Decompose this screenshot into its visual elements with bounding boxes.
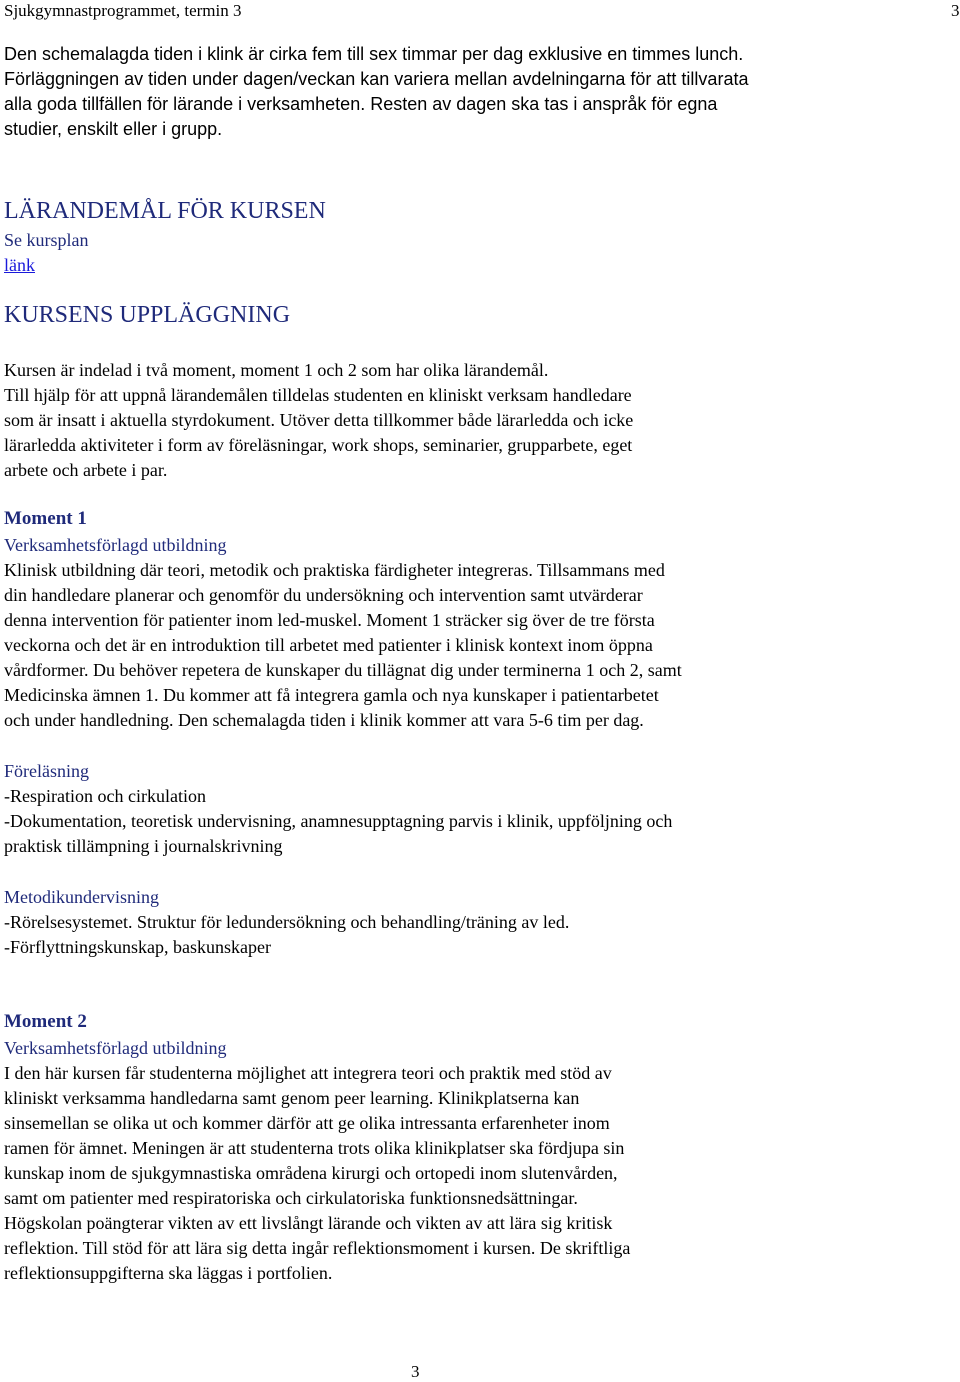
moment1-line: din handledare planerar och genomför du undersökning och intervention samt utvärderar [4, 585, 643, 605]
moment2-line: samt om patienter med respiratoriska och cirkulatoriska funktionsnedsättningar. [4, 1188, 578, 1208]
structure-line: som är insatt i aktuella styrdokument. Utöver detta tillkommer både lärarledda och icke [4, 410, 634, 430]
intro-line: Den schemalagda tiden i klink är cirka fem till sex timmar per dag exklusive en timmes lunch. [4, 44, 744, 64]
structure-line: Kursen är indelad i två moment, moment 1 och 2 som har olika lärandemål. [4, 360, 549, 380]
learning-goals-text: Se kursplan [4, 230, 89, 250]
moment1-line: vårdformer. Du behöver repetera de kunskaper du tillägnat dig under terminerna 1 och 2, samt [4, 660, 682, 680]
page-header-title: Sjukgymnastprogrammet, termin 3 [4, 1, 242, 20]
course-plan-link[interactable]: länk [4, 255, 35, 275]
course-structure-heading: KURSENS UPPLÄGGNING [4, 302, 291, 328]
method-heading: Metodikundervisning [4, 887, 159, 907]
moment2-line: kliniskt verksamma handledarna samt genom peer learning. Klinikplatserna kan [4, 1088, 580, 1108]
structure-line: Till hjälp för att uppnå lärandemålen tilldelas studenten en kliniskt verksam handledare [4, 385, 632, 405]
moment1-heading: Moment 1 [4, 508, 87, 529]
lecture-line: -Dokumentation, teoretisk undervisning, anamnesupptagning parvis i klinik, uppföljning och [4, 811, 673, 831]
method-line: -Förflyttningskunskap, baskunskaper [4, 937, 271, 957]
intro-line: studier, enskilt eller i grupp. [4, 119, 223, 139]
moment2-line: reflektionsuppgifterna ska läggas i portfolien. [4, 1263, 333, 1283]
learning-goals-heading: LÄRANDEMÅL FÖR KURSEN [4, 198, 326, 224]
moment2-line: ramen för ämnet. Meningen är att studenterna trots olika klinikplatser ska fördjupa sin [4, 1138, 625, 1158]
intro-line: alla goda tillfällen för lärande i verksamheten. Resten av dagen ska tas i anspråk för egna [4, 94, 718, 114]
lecture-line: praktisk tillämpning i journalskrivning [4, 836, 283, 856]
method-line: -Rörelsesystemet. Struktur för ledundersökning och behandling/träning av led. [4, 912, 570, 932]
moment2-line: kunskap inom de sjukgymnastiska områdena kirurgi och ortopedi inom slutenvården, [4, 1163, 618, 1183]
page-header-number: 3 [951, 1, 960, 20]
moment1-line: denna intervention för patienter inom led-muskel. Moment 1 sträcker sig över de tre första [4, 610, 655, 630]
moment2-line: reflektion. Till stöd för att lära sig detta ingår reflektionsmoment i kursen. De skriftliga [4, 1238, 631, 1258]
moment1-line: och under handledning. Den schemalagda tiden i klinik kommer att vara 5-6 tim per dag. [4, 710, 644, 730]
moment1-line: Medicinska ämnen 1. Du kommer att få integrera gamla och nya kunskaper i patientarbetet [4, 685, 659, 705]
structure-line: lärarledda aktiviteter i form av föreläsningar, work shops, seminarier, grupparbete, eget [4, 435, 633, 455]
moment2-heading: Moment 2 [4, 1011, 87, 1032]
moment2-line: I den här kursen får studenterna möjlighet att integrera teori och praktik med stöd av [4, 1063, 612, 1083]
intro-line: Förläggningen av tiden under dagen/veckan kan variera mellan avdelningarna för att tillvarata [4, 69, 749, 89]
lecture-heading: Föreläsning [4, 761, 89, 781]
moment2-line: sinsemellan se olika ut och kommer därför att ge olika intressanta erfarenheter inom [4, 1113, 610, 1133]
lecture-line: -Respiration och cirkulation [4, 786, 206, 806]
structure-line: arbete och arbete i par. [4, 460, 168, 480]
moment1-line: veckorna och det är en introduktion till arbetet med patienter i klinisk kontext inom öppna [4, 635, 653, 655]
moment2-line: Högskolan poängterar vikten av ett livslångt lärande och vikten av att lära sig kritisk [4, 1213, 613, 1233]
moment2-subheading: Verksamhetsförlagd utbildning [4, 1038, 227, 1058]
moment1-subheading: Verksamhetsförlagd utbildning [4, 535, 227, 555]
page-footer-number: 3 [411, 1362, 420, 1381]
moment1-line: Klinisk utbildning där teori, metodik och praktiska färdigheter integreras. Tillsammans med [4, 560, 665, 580]
